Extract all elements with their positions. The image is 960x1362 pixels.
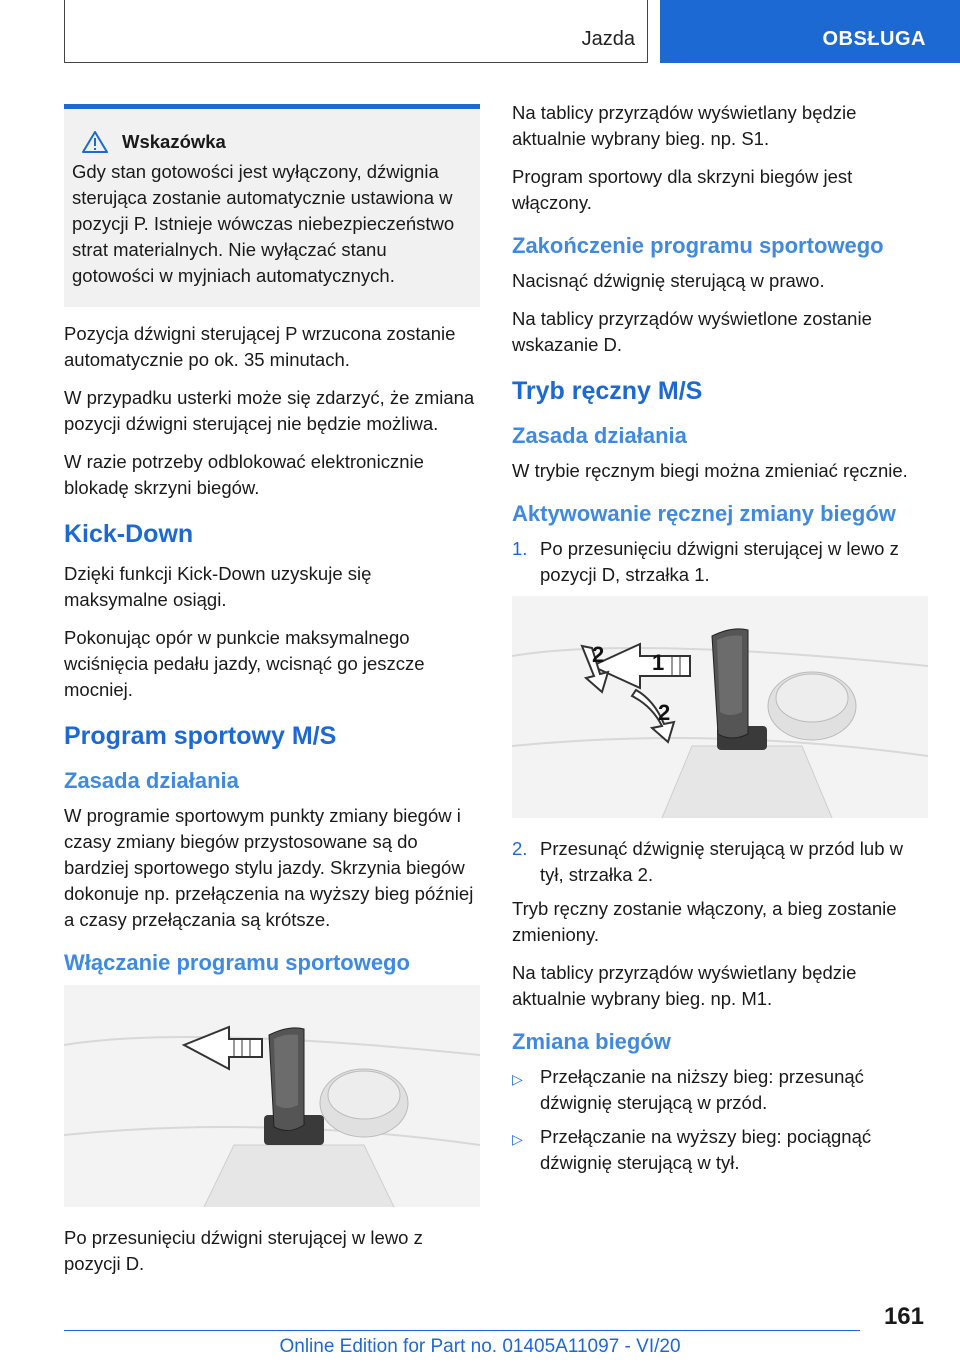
gear-lever-arrows-illustration: [512, 596, 928, 818]
page-number: 161: [883, 1303, 924, 1330]
step-number: 2.: [512, 838, 528, 859]
subheading-gear-change: Zmiana biegów: [512, 1029, 671, 1054]
paragraph: Pozycja dźwigni sterującej P wrzucona zostanie automatycznie po ok. 35 minutach.: [64, 323, 456, 370]
paragraph: Na tablicy przyrządów wyświetlany będzie aktualnie wybrany bieg. np. S1.: [512, 102, 857, 149]
subheading-enable-sport: Włączanie programu sportowego: [64, 950, 410, 975]
gear-lever-illustration: [64, 985, 480, 1207]
step-item: [512, 836, 928, 888]
section-tab[interactable]: [660, 0, 960, 63]
paragraph: Po przesunięciu dźwigni sterującej w lewo z pozycji D.: [64, 1227, 423, 1274]
paragraph: Program sportowy dla skrzyni biegów jest włączony.: [512, 166, 853, 213]
bullet-item: [512, 1124, 928, 1176]
subheading-end-sport: Zakończenie programu sportowego: [512, 233, 884, 258]
figure-label: 2: [592, 642, 605, 667]
warning-box: [64, 104, 480, 307]
warning-header: [72, 131, 472, 153]
bullet-triangle-icon: ▷: [512, 1131, 523, 1147]
bullet-text: Przełączanie na niższy bieg: przesunąć dźwignię sterującą w przód.: [540, 1066, 864, 1113]
figure-label: 2: [658, 700, 671, 725]
gear-lever-arrows-drawing: [512, 596, 928, 818]
chapter-title: Jazda: [581, 28, 635, 50]
paragraph: Na tablicy przyrządów wyświetlone zostanie wskazanie D.: [512, 308, 872, 355]
right-column: [512, 100, 928, 1184]
heading-sport-program: Program sportowy M/S: [64, 722, 337, 750]
paragraph: W trybie ręcznym biegi można zmieniać ręcznie.: [512, 460, 908, 481]
gear-lever-drawing: [64, 985, 480, 1207]
paragraph: Pokonując opór w punkcie maksymalnego wciśnięcia pedału jazdy, wcisnąć go jeszcze mocniej.: [64, 627, 425, 700]
heading-kickdown: Kick-Down: [64, 520, 194, 548]
left-column: [64, 104, 480, 1289]
figure-label: 1: [652, 650, 665, 675]
paragraph: Dzięki funkcji Kick-Down uzyskuje się maksymalne osiągi.: [64, 563, 372, 610]
footer-edition[interactable]: Online Edition for Part no. 01405A11097 - VI/20: [279, 1336, 681, 1357]
footer-divider: [64, 1330, 860, 1331]
step-number: 1.: [512, 538, 528, 559]
paragraph: Na tablicy przyrządów wyświetlany będzie aktualnie wybrany bieg. np. M1.: [512, 962, 857, 1009]
header-box: [64, 0, 648, 63]
warning-triangle-icon: [82, 131, 108, 153]
paragraph: W przypadku usterki może się zdarzyć, że zmiana pozycji dźwigni sterującej nie będzie możliwa.: [64, 387, 475, 434]
bullet-triangle-icon: ▷: [512, 1071, 523, 1087]
warning-text: Gdy stan gotowości jest wyłączony, dźwignia sterująca zostanie automatycznie ustawiona w pozycji P. Istnieje wówczas niebezpieczeństwo strat materialnych. Nie wyłączać stanu gotowości w myjniach automatycznych.: [72, 161, 455, 286]
step-text: Przesunąć dźwignię sterującą w przód lub w tył, strzałka 2.: [540, 838, 903, 885]
subheading-principle: Zasada działania: [512, 423, 687, 448]
step-text: Po przesunięciu dźwigni sterującej w lewo z pozycji D, strzałka 1.: [540, 538, 899, 585]
bullet-item: [512, 1064, 928, 1116]
bullet-text: Przełączanie na wyższy bieg: pociągnąć dźwignię sterującą w tył.: [540, 1126, 872, 1173]
paragraph: Tryb ręczny zostanie włączony, a bieg zostanie zmieniony.: [512, 898, 897, 945]
subheading-activate-manual: Aktywowanie ręcznej zmiany biegów: [512, 501, 896, 526]
subheading-principle: Zasada działania: [64, 768, 239, 793]
warning-title: Wskazówka: [122, 131, 226, 152]
paragraph: Nacisnąć dźwignię sterującą w prawo.: [512, 270, 825, 291]
step-item: [512, 536, 928, 588]
section-tab-label: OBSŁUGA: [822, 28, 926, 50]
paragraph: W programie sportowym punkty zmiany biegów i czasy zmiany biegów przystosowane są do bardziej sportowego stylu jazdy. Skrzynia biegów dokonuje np. przełączenia na wyższy bieg później a czasy przełączania są krótsze.: [64, 805, 474, 930]
heading-manual-mode: Tryb ręczny M/S: [512, 377, 703, 405]
paragraph: W razie potrzeby odblokować elektronicznie blokadę skrzyni biegów.: [64, 451, 424, 498]
